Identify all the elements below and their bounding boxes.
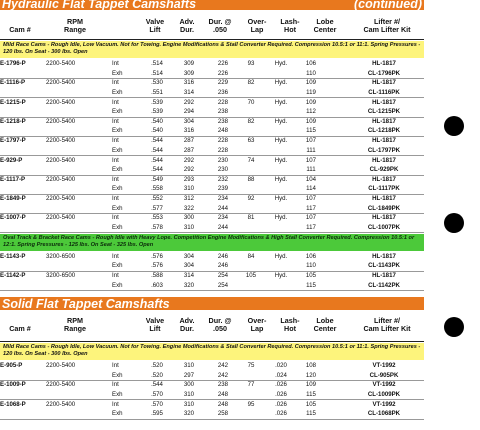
valve-lift: .539 xyxy=(151,98,163,106)
header-overlap: Over- Lap xyxy=(247,316,267,333)
adv-duration: 310 xyxy=(183,362,195,369)
duration-050: 230 xyxy=(217,156,229,164)
lobe-center: 110 xyxy=(306,262,316,270)
duration-050: 248 xyxy=(217,390,229,398)
lobe-center: 106 xyxy=(305,252,317,260)
lobe-center: 105 xyxy=(305,400,317,408)
valve-lift: .544 xyxy=(151,166,163,173)
lobe-center: 107 xyxy=(305,195,317,203)
adv-duration: 294 xyxy=(183,108,195,116)
cam-number: E-1143-P xyxy=(0,252,26,260)
adv-duration: 312 xyxy=(183,195,195,203)
valve-type: Int xyxy=(112,175,119,183)
lifter-kit: HL-1817 xyxy=(372,214,396,222)
table-row xyxy=(0,271,424,281)
adv-duration: 292 xyxy=(183,166,195,173)
lobe-center: 109 xyxy=(305,79,317,87)
valve-type: Int xyxy=(112,400,119,408)
cam-number: E-1142-P xyxy=(0,272,26,279)
duration-050: 242 xyxy=(217,371,229,379)
duration-050: 230 xyxy=(217,166,229,173)
valve-type: Exh xyxy=(112,281,123,289)
duration-050: 239 xyxy=(217,185,229,193)
lifter-kit: CL-1116PK xyxy=(368,88,400,96)
lifter-kit: HL-1817 xyxy=(372,156,396,164)
table-row xyxy=(0,281,424,292)
lobe-center: 109 xyxy=(305,381,317,389)
cam-number: E-1796-P xyxy=(0,60,26,67)
lobe-center: 106 xyxy=(305,60,317,67)
valve-lift: .514 xyxy=(151,69,163,77)
table-row xyxy=(0,252,424,262)
cam-number: E-1218-P xyxy=(0,117,26,125)
valve-type: Int xyxy=(112,214,119,222)
cam-number: E-1116-P xyxy=(0,79,26,87)
valve-type: Exh xyxy=(112,371,123,379)
overlap: 75 xyxy=(247,362,255,369)
adv-duration: 304 xyxy=(183,117,195,125)
valve-type: Exh xyxy=(112,204,123,212)
header-lifter-kit: Lifter #/ Cam Lifter Kit xyxy=(363,316,411,333)
duration-050: 254 xyxy=(217,272,229,279)
valve-lift: .595 xyxy=(151,410,163,418)
header-adv-dur: Adv. Dur. xyxy=(179,316,195,333)
valve-lift: .553 xyxy=(151,214,163,222)
table-row xyxy=(0,156,424,166)
solid-title: Solid Flat Tappet Camshafts xyxy=(2,297,170,311)
header-lift: Valve Lift xyxy=(145,17,165,34)
lobe-center: 117 xyxy=(306,223,316,231)
valve-lift: .530 xyxy=(151,79,163,87)
cam-number: E-1215-P xyxy=(0,98,26,106)
hydraulic-mild-race-note: Mild Race Cams - Rough Idle, Low Vacuum. Not for Towing. Engine Modifications & Stall Converter Required. Compression 10.5:1 or 11:1. Spring Pressures - 120 lbs. On Seat - 300 lbs. Open xyxy=(0,41,424,58)
cam-number: E-1117-P xyxy=(0,175,26,183)
valve-lift: .558 xyxy=(151,185,163,193)
table-row xyxy=(0,380,424,390)
lobe-center: 111 xyxy=(306,166,316,173)
rpm-range: 2200-5400 xyxy=(46,362,76,369)
lash: .026 xyxy=(275,400,287,408)
overlap: 77 xyxy=(247,381,255,389)
table-row xyxy=(0,223,424,234)
lobe-center: 117 xyxy=(306,204,316,212)
rpm-range: 2200-5400 xyxy=(46,60,76,67)
duration-050: 228 xyxy=(217,98,229,106)
valve-lift: .544 xyxy=(151,146,163,154)
overlap: 82 xyxy=(247,117,255,125)
rpm-range: 2200-5400 xyxy=(46,98,76,106)
valve-lift: .576 xyxy=(151,252,163,260)
table-row xyxy=(0,361,424,371)
adv-duration: 297 xyxy=(183,371,195,379)
valve-lift: .544 xyxy=(151,381,163,389)
valve-lift: .514 xyxy=(151,60,163,67)
header-lash: Lash- Hot xyxy=(280,316,300,333)
lobe-center: 107 xyxy=(305,137,317,145)
lobe-center: 105 xyxy=(305,272,317,279)
duration-050: 226 xyxy=(217,69,229,77)
table-row xyxy=(0,400,424,410)
rpm-range: 3200-6500 xyxy=(46,252,76,260)
lobe-center: 111 xyxy=(306,146,316,154)
valve-type: Exh xyxy=(112,185,123,193)
lobe-center: 109 xyxy=(305,98,317,106)
header-overlap: Over- Lap xyxy=(247,17,267,34)
duration-050: 229 xyxy=(217,79,229,87)
overlap: 105 xyxy=(245,272,257,279)
overlap: 70 xyxy=(247,98,255,106)
lifter-kit: HL-1817 xyxy=(372,98,396,106)
table-row xyxy=(0,213,424,223)
lash: Hyd. xyxy=(274,117,288,125)
hydraulic-column-headers xyxy=(0,10,424,40)
adv-duration: 310 xyxy=(183,390,195,398)
duration-050: 226 xyxy=(217,60,229,67)
valve-lift: .551 xyxy=(151,88,163,96)
table-row xyxy=(0,78,424,88)
valve-type: Exh xyxy=(112,410,123,418)
lobe-center: 119 xyxy=(306,88,316,96)
lobe-center: 109 xyxy=(305,117,317,125)
adv-duration: 316 xyxy=(183,127,195,135)
overlap: 92 xyxy=(247,195,255,203)
lash: Hyd. xyxy=(274,79,288,87)
lash: .020 xyxy=(275,362,287,369)
rpm-range: 2200-5400 xyxy=(46,156,76,164)
lifter-kit: CL-1007PK xyxy=(367,223,401,231)
lash: Hyd. xyxy=(274,175,288,183)
valve-type: Int xyxy=(112,156,119,164)
adv-duration: 292 xyxy=(183,156,195,164)
valve-type: Exh xyxy=(112,146,123,154)
duration-050: 232 xyxy=(217,175,229,183)
header-dur-050: Dur. @ .050 xyxy=(208,316,232,333)
adv-duration: 320 xyxy=(183,281,195,289)
lobe-center: 120 xyxy=(305,371,317,379)
valve-lift: .570 xyxy=(151,390,163,398)
lobe-center: 110 xyxy=(306,69,316,77)
valve-type: Int xyxy=(112,272,119,279)
lifter-kit: CL-1797PK xyxy=(367,146,401,154)
valve-lift: .520 xyxy=(151,362,163,369)
rpm-range: 2200-5400 xyxy=(46,79,76,87)
adv-duration: 309 xyxy=(183,60,195,67)
adv-duration: 287 xyxy=(183,146,195,154)
table-row xyxy=(0,409,424,420)
lash: Hyd. xyxy=(274,98,288,106)
lash: Hyd. xyxy=(274,272,288,279)
lifter-kit: CL-1068PK xyxy=(367,410,401,418)
duration-050: 238 xyxy=(217,117,229,125)
lifter-kit: VT-1992 xyxy=(372,362,396,369)
duration-050: 246 xyxy=(217,262,229,270)
duration-050: 254 xyxy=(217,281,229,289)
duration-050: 234 xyxy=(217,214,229,222)
rpm-range: 2200-5400 xyxy=(46,175,76,183)
lifter-kit: HL-1817 xyxy=(372,272,396,279)
duration-050: 248 xyxy=(217,127,229,135)
adv-duration: 316 xyxy=(183,79,195,87)
duration-050: 228 xyxy=(217,137,229,145)
adv-duration: 304 xyxy=(183,252,195,260)
table-row xyxy=(0,59,424,69)
overlap: 88 xyxy=(247,175,255,183)
lifter-kit: CL-1849PK xyxy=(367,204,401,212)
valve-type: Exh xyxy=(112,262,123,270)
lifter-kit: CL-1142PK xyxy=(368,281,400,289)
adv-duration: 320 xyxy=(183,410,195,418)
solid-column-headers xyxy=(0,312,424,342)
duration-050: 246 xyxy=(217,252,229,260)
continued-label: (continued) xyxy=(353,0,422,11)
valve-type: Int xyxy=(112,137,119,145)
duration-050: 242 xyxy=(217,362,229,369)
adv-duration: 310 xyxy=(183,223,195,231)
solid-title-bar xyxy=(0,297,424,310)
lifter-kit: VT-1992 xyxy=(372,400,396,408)
valve-type: Int xyxy=(112,195,119,203)
lifter-kit: HL-1817 xyxy=(372,79,396,87)
rpm-range: 2200-5400 xyxy=(46,214,76,222)
lifter-kit: CL-1009PK xyxy=(367,390,401,398)
valve-type: Exh xyxy=(112,69,123,77)
lifter-kit: CL-1218PK xyxy=(367,127,401,135)
lobe-center: 115 xyxy=(306,127,316,135)
adv-duration: 314 xyxy=(183,272,195,279)
lobe-center: 115 xyxy=(306,390,316,398)
header-lash: Lash- Hot xyxy=(280,17,300,34)
header-cam: Cam # xyxy=(9,324,31,333)
lash: .024 xyxy=(275,371,287,379)
adv-duration: 314 xyxy=(183,88,195,96)
duration-050: 228 xyxy=(217,146,229,154)
valve-type: Exh xyxy=(112,166,123,173)
header-dur-050: Dur. @ .050 xyxy=(208,17,232,34)
valve-type: Exh xyxy=(112,88,123,96)
adv-duration: 300 xyxy=(183,214,195,222)
adv-duration: 293 xyxy=(183,175,195,183)
lifter-kit: HL-1817 xyxy=(372,195,396,203)
valve-type: Int xyxy=(112,252,119,260)
lash: Hyd. xyxy=(274,214,288,222)
solid-mild-race-note: Mild Race Cams - Rough Idle, Low Vacuum. Not for Towing. Engine Modifications & Stall Converter Required. Compression 10.5:1 or 11:1. Spring Pressures - 120 lbs. On Seat - 300 lbs. Open xyxy=(0,343,424,360)
rpm-range: 2200-5400 xyxy=(46,117,76,125)
lifter-kit: VT-1992 xyxy=(372,381,396,389)
header-cam: Cam # xyxy=(9,25,31,34)
lifter-kit: CL-1215PK xyxy=(367,108,401,116)
binder-hole xyxy=(444,116,464,136)
lash: Hyd. xyxy=(274,156,288,164)
valve-lift: .540 xyxy=(151,127,163,135)
overlap: 74 xyxy=(247,156,255,164)
cam-number: E-905-P xyxy=(0,362,23,369)
header-lift: Valve Lift xyxy=(145,316,165,333)
valve-type: Int xyxy=(112,362,119,369)
lifter-kit: HL-1817 xyxy=(372,60,396,67)
table-row xyxy=(0,175,424,185)
duration-050: 234 xyxy=(217,195,229,203)
rpm-range: 2200-5400 xyxy=(46,195,76,203)
adv-duration: 287 xyxy=(183,137,195,145)
header-lobe-center: Lobe Center xyxy=(313,316,337,333)
lobe-center: 112 xyxy=(306,108,316,116)
header-lobe-center: Lobe Center xyxy=(313,17,337,34)
lifter-kit: HL-1817 xyxy=(372,137,396,145)
lobe-center: 107 xyxy=(305,156,317,164)
lobe-center: 115 xyxy=(306,281,316,289)
hydraulic-title-bar xyxy=(0,0,424,10)
lifter-kit: CL-1143PK xyxy=(368,262,400,270)
lash: Hyd. xyxy=(274,195,288,203)
table-row xyxy=(0,98,424,108)
rpm-range: 2200-5400 xyxy=(46,137,76,145)
valve-type: Exh xyxy=(112,127,123,135)
table-row xyxy=(0,194,424,204)
overlap: 82 xyxy=(247,79,255,87)
adv-duration: 309 xyxy=(183,69,195,77)
lash: .026 xyxy=(275,381,287,389)
lifter-kit: HL-1817 xyxy=(372,117,396,125)
duration-050: 244 xyxy=(217,223,229,231)
valve-lift: .588 xyxy=(151,272,163,279)
header-rpm: RPM Range xyxy=(64,316,86,333)
lash: Hyd. xyxy=(274,137,288,145)
lifter-kit: CL-1796PK xyxy=(367,69,401,77)
valve-lift: .540 xyxy=(151,117,163,125)
rpm-range: 3200-6500 xyxy=(46,272,76,279)
duration-050: 258 xyxy=(217,410,229,418)
adv-duration: 300 xyxy=(183,381,195,389)
valve-type: Int xyxy=(112,381,119,389)
duration-050: 238 xyxy=(217,381,229,389)
cam-number: E-1007-P xyxy=(0,214,26,222)
rpm-range: 2200-5400 xyxy=(46,381,76,389)
valve-type: Exh xyxy=(112,108,123,116)
lash: Hyd. xyxy=(274,252,288,260)
lash: .026 xyxy=(275,390,287,398)
valve-lift: .570 xyxy=(151,400,163,408)
hydraulic-title: Hydraulic Flat Tappet Camshafts xyxy=(2,0,197,11)
rpm-range: 2200-5400 xyxy=(46,400,76,408)
lifter-kit: HL-1817 xyxy=(372,252,396,260)
adv-duration: 322 xyxy=(183,204,195,212)
adv-duration: 304 xyxy=(183,262,195,270)
cam-number: E-1068-P xyxy=(0,400,26,408)
cam-number: E-929-P xyxy=(0,156,23,164)
adv-duration: 292 xyxy=(183,98,195,106)
header-rpm: RPM Range xyxy=(64,17,86,34)
valve-lift: .544 xyxy=(151,137,163,145)
overlap: 95 xyxy=(247,400,255,408)
binder-hole xyxy=(444,213,464,233)
cam-number: E-1009-P xyxy=(0,381,26,389)
duration-050: 238 xyxy=(217,108,229,116)
valve-type: Exh xyxy=(112,390,123,398)
lifter-kit: CL-905PK xyxy=(369,371,399,379)
lash: Hyd. xyxy=(274,60,288,67)
valve-lift: .577 xyxy=(151,204,163,212)
overlap: 63 xyxy=(247,137,255,145)
adv-duration: 310 xyxy=(183,400,195,408)
valve-type: Int xyxy=(112,79,119,87)
valve-type: Int xyxy=(112,98,119,106)
valve-lift: .539 xyxy=(151,108,163,116)
valve-lift: .549 xyxy=(151,175,163,183)
lifter-kit: CL-929PK xyxy=(369,166,399,173)
valve-lift: .520 xyxy=(151,371,163,379)
adv-duration: 310 xyxy=(183,185,195,193)
binder-hole xyxy=(444,317,464,337)
lifter-kit: CL-1117PK xyxy=(368,185,400,193)
lobe-center: 115 xyxy=(306,410,316,418)
lobe-center: 114 xyxy=(306,185,316,193)
duration-050: 236 xyxy=(217,88,229,96)
lobe-center: 107 xyxy=(305,214,317,222)
valve-lift: .603 xyxy=(151,281,163,289)
oval-track-note: Oval Track & Bracket Race Cams - Rough Idle with Heavy Lope. Competition Engine Modifications & High Stall Converter Required. Compression 10.5:1 or 12:1. Spring Pressures - 125 lbs. On Seat - 325 lbs. Open xyxy=(0,234,424,251)
valve-lift: .576 xyxy=(151,262,163,270)
overlap: 93 xyxy=(247,60,255,67)
duration-050: 244 xyxy=(217,204,229,212)
lifter-kit: HL-1817 xyxy=(372,175,396,183)
valve-type: Int xyxy=(112,117,119,125)
valve-lift: .552 xyxy=(151,195,163,203)
valve-type: Int xyxy=(112,60,119,67)
cam-number: E-1797-P xyxy=(0,137,26,145)
overlap: 81 xyxy=(247,214,255,222)
lash: .026 xyxy=(275,410,287,418)
table-row xyxy=(0,117,424,127)
duration-050: 248 xyxy=(217,400,229,408)
header-lifter-kit: Lifter #/ Cam Lifter Kit xyxy=(363,17,411,34)
table-row xyxy=(0,136,424,146)
valve-lift: .544 xyxy=(151,156,163,164)
cam-number: E-1849-P xyxy=(0,195,26,203)
valve-type: Exh xyxy=(112,223,123,231)
overlap: 84 xyxy=(247,252,255,260)
lobe-center: 104 xyxy=(305,175,317,183)
valve-lift: .578 xyxy=(151,223,163,231)
lobe-center: 108 xyxy=(305,362,317,369)
header-adv-dur: Adv. Dur. xyxy=(179,17,195,34)
